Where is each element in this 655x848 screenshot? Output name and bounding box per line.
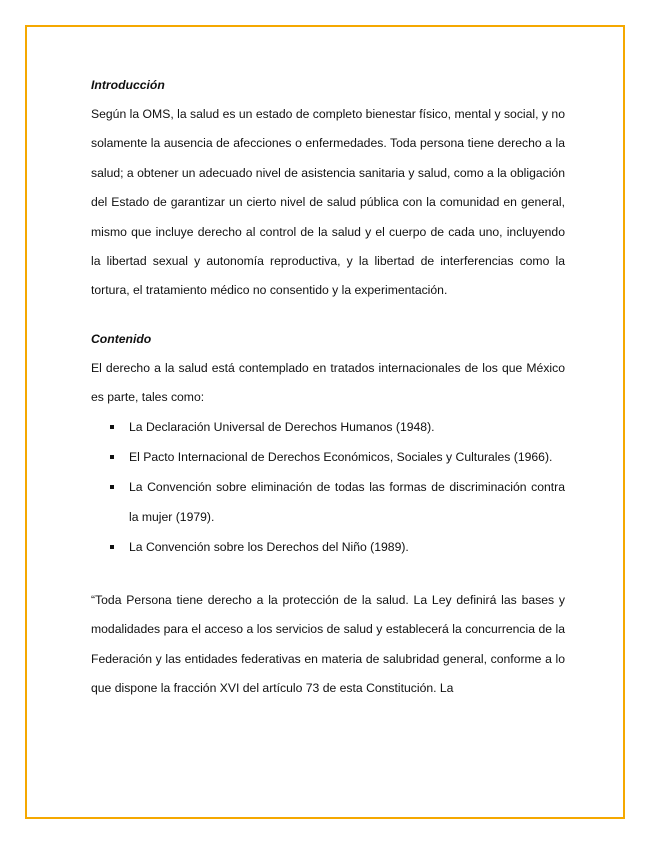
list-item-text: La Convención sobre los Derechos del Niño (1989).	[129, 540, 409, 555]
list-item	[91, 413, 565, 442]
content-lead-paragraph: El derecho a la salud está contemplado en tratados internacionales de los que México es parte, tales como:	[91, 360, 565, 405]
square-bullet-icon	[110, 485, 114, 489]
section-spacer	[91, 564, 565, 586]
list-item	[91, 443, 565, 472]
square-bullet-icon	[110, 425, 114, 429]
list-item-text: La Declaración Universal de Derechos Humanos (1948).	[129, 419, 435, 434]
intro-paragraph: Según la OMS, la salud es un estado de completo bienestar físico, mental y social, y no solamente la ausencia de afecciones o enfermedades. Toda persona tiene derecho a la salud; a obtener un adecuado nivel de asistencia sanitaria y salud, como a la obligación del Estado de garantizar un cierto nivel de salud pública con la comunidad en general, mismo que incluye derecho al control de la salud y el cuerpo de cada uno, incluyendo la libertad sexual y autonomía reproductiva, y la libertad de interferencias como la tortura, el tratamiento médico no consentido y la experimentación.	[91, 107, 565, 298]
list-item	[91, 473, 565, 532]
document-body	[91, 75, 565, 703]
list-item-text: La Convención sobre eliminación de todas las formas de discriminación contra la mujer (1979).	[129, 480, 565, 524]
section-spacer	[91, 306, 565, 329]
intro-heading: Introducción	[91, 78, 165, 92]
list-item-text: El Pacto Internacional de Derechos Económicos, Sociales y Culturales (1966).	[129, 450, 553, 465]
square-bullet-icon	[110, 455, 114, 459]
content-heading: Contenido	[91, 331, 152, 346]
treaty-list	[91, 413, 565, 563]
square-bullet-icon	[110, 545, 114, 549]
page-border	[25, 25, 625, 819]
list-item	[91, 533, 565, 562]
quote-paragraph: “Toda Persona tiene derecho a la protección de la salud. La Ley definirá las bases y modalidades para el acceso a los servicios de salud y establecerá la concurrencia de la Federación y las entidades federativas en materia de salubridad general, conforme a lo que dispone la fracción XVI del artículo 73 de esta Constitución. La	[91, 592, 565, 695]
